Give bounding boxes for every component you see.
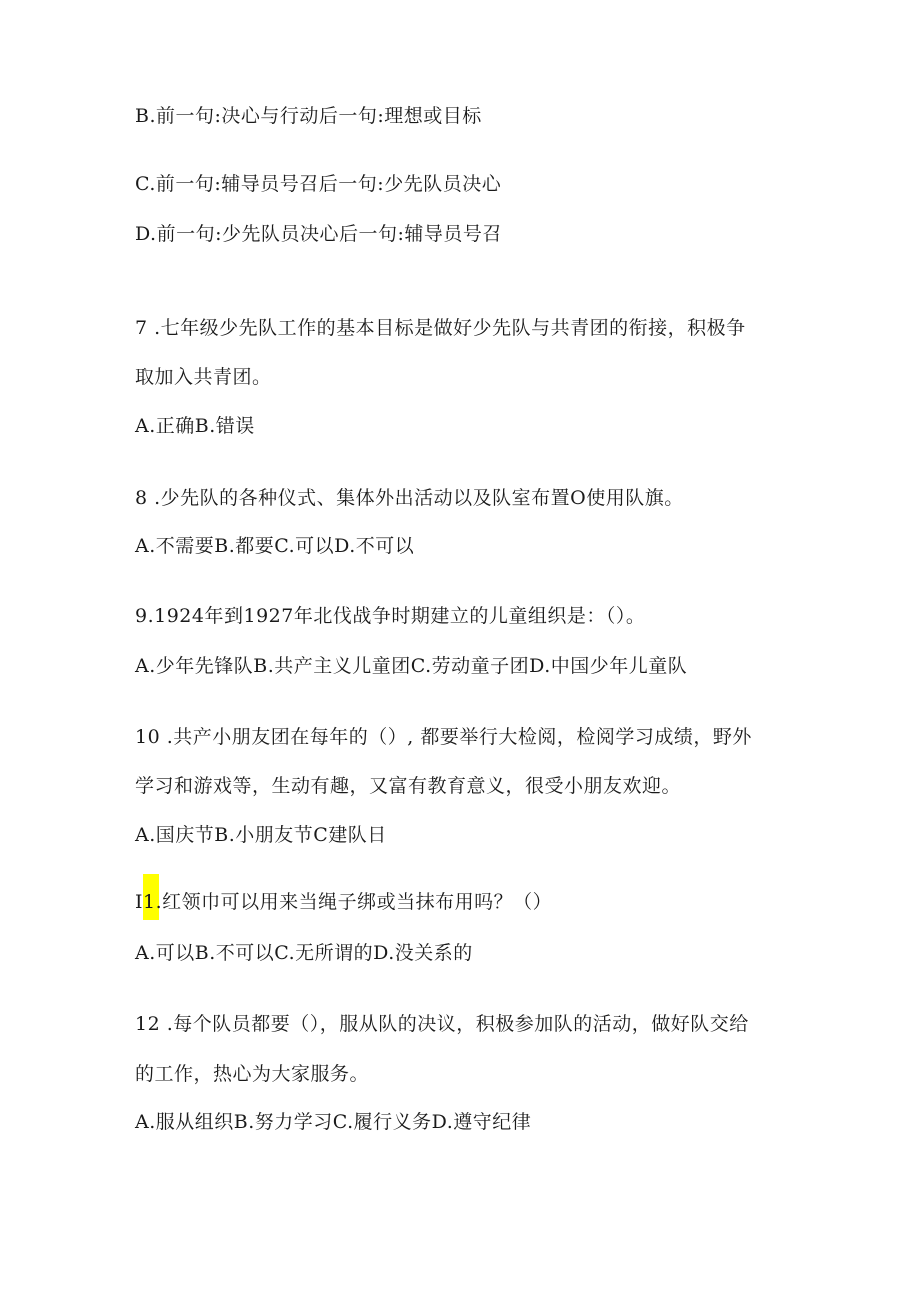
question-12-line-1: 12 .每个队员都要（），服从队的决议，积极参加队的活动，做好队交给 <box>135 1013 749 1035</box>
question-12-options: A.服从组织B.努力学习C.履行义务D.遵守纪律 <box>135 1111 532 1133</box>
option-c-q6: C.前一句:辅导员号召后一句:少先队员决心 <box>135 173 502 195</box>
option-b-q6: B.前一句:决心与行动后一句:理想或目标 <box>135 105 482 127</box>
question-7-line-1: 7 .七年级少先队工作的基本目标是做好少先队与共青团的衔接，积极争 <box>135 317 746 339</box>
question-9: 9.1924年到1927年北伐战争时期建立的儿童组织是：（）。 <box>135 605 646 627</box>
question-11-text: I1.红领巾可以用来当绳子绑或当抹布用吗？（） <box>135 891 553 913</box>
option-d-q6: D.前一句:少先队员决心后一句:辅导员号召 <box>135 223 502 245</box>
question-11-options: A.可以B.不可以C.无所谓的D.没关系的 <box>135 942 473 964</box>
question-9-options: A.少年先锋队B.共产主义儿童团C.劳动童子团D.中国少年儿童队 <box>135 655 688 677</box>
question-10-line-2: 学习和游戏等，生动有趣，又富有教育意义，很受小朋友欢迎。 <box>135 775 682 797</box>
question-10-options: A.国庆节B.小朋友节C建队日 <box>135 824 387 846</box>
question-10-line-1: 10 .共产小朋友团在每年的（）, 都要举行大检阅，检阅学习成绩，野外 <box>135 726 752 748</box>
question-7-line-2: 取加入共青团。 <box>135 366 272 388</box>
question-8: 8 .少先队的各种仪式、集体外出活动以及队室布置O使用队旗。 <box>135 487 684 509</box>
question-8-options: A.不需要B.都要C.可以D.不可以 <box>135 535 415 557</box>
question-12-line-2: 的工作，热心为大家服务。 <box>135 1063 370 1085</box>
question-11 <box>135 888 552 916</box>
question-7-options: A.正确B.错误 <box>135 415 255 437</box>
